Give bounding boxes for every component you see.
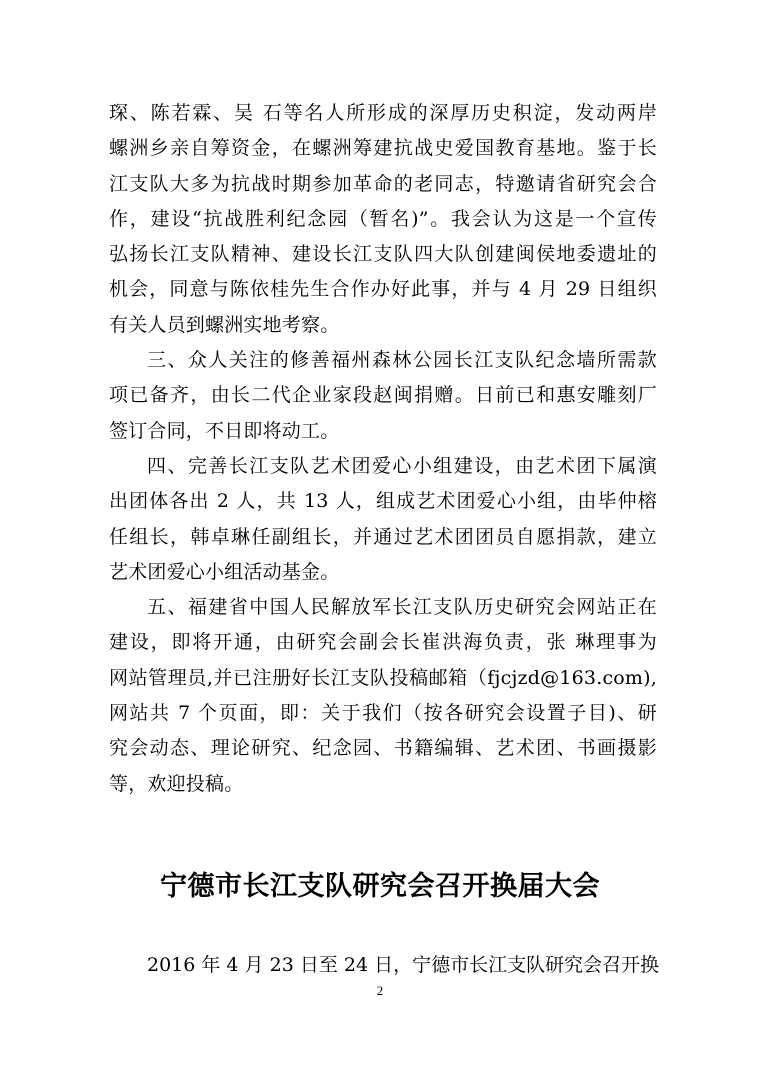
text-line: 作，建设“抗战胜利纪念园（暂名)”。我会认为这是一个宣传	[109, 207, 657, 230]
page-number: 2	[376, 983, 384, 998]
text-line: 四、完善长江支队艺术团爱心小组建设，由艺术团下属演	[147, 454, 657, 477]
text-line: 螺洲乡亲自筹资金，在螺洲筹建抗战史爱国教育基地。鉴于长	[109, 137, 657, 160]
section-heading: 宁德市长江支队研究会召开换届大会	[160, 871, 600, 902]
text-line: 究会动态、理论研究、纪念园、书籍编辑、艺术团、书画摄影	[109, 737, 657, 760]
text-line: 签订合同，不日即将动工。	[109, 419, 340, 442]
text-line: 三、众人关注的修善福州森林公园长江支队纪念墙所需款	[147, 349, 657, 372]
text-line: 建设，即将开通，由研究会副会长崔洪海负责，张 琳理事为	[109, 631, 657, 654]
text-line: 网站共 7 个页面，即：关于我们（按各研究会设置子目)、研	[109, 702, 657, 725]
text-line: 琛、陈若霖、吴 石等名人所形成的深厚历史积淀，发动两岸	[109, 102, 657, 124]
text-line: 等，欢迎投稿。	[109, 772, 244, 795]
text-line: 五、福建省中国人民解放军长江支队历史研究会网站正在	[147, 596, 657, 619]
body-text	[109, 96, 657, 802]
text-line: 机会，同意与陈依桂先生合作办好此事，并与 4 月 29 日组织	[109, 278, 657, 301]
text-line: 出团体各出 2 人，共 13 人，组成艺术团爱心小组，由毕仲榕	[109, 490, 657, 513]
paragraph-start: 2016 年 4 月 23 日至 24 日，宁德市长江支队研究会召开换	[147, 954, 660, 976]
text-line: 网站管理员,并已注册好长江支队投稿邮箱（fjcjzd@163.com),	[109, 666, 657, 689]
text-line: 有关人员到螺洲实地考察。	[109, 313, 340, 336]
text-line: 项已备齐，由长二代企业家段赵闽捐赠。日前已和惠安雕刻厂	[109, 384, 657, 407]
text-line: 艺术团爱心小组活动基金。	[109, 560, 340, 583]
text-line: 任组长，韩卓琳任副组长，并通过艺术团团员自愿捐款，建立	[109, 525, 657, 548]
text-line: 弘扬长江支队精神、建设长江支队四大队创建闽侯地委遗址的	[109, 243, 657, 266]
text-line: 江支队大多为抗战时期参加革命的老同志，特邀请省研究会合	[109, 172, 657, 195]
